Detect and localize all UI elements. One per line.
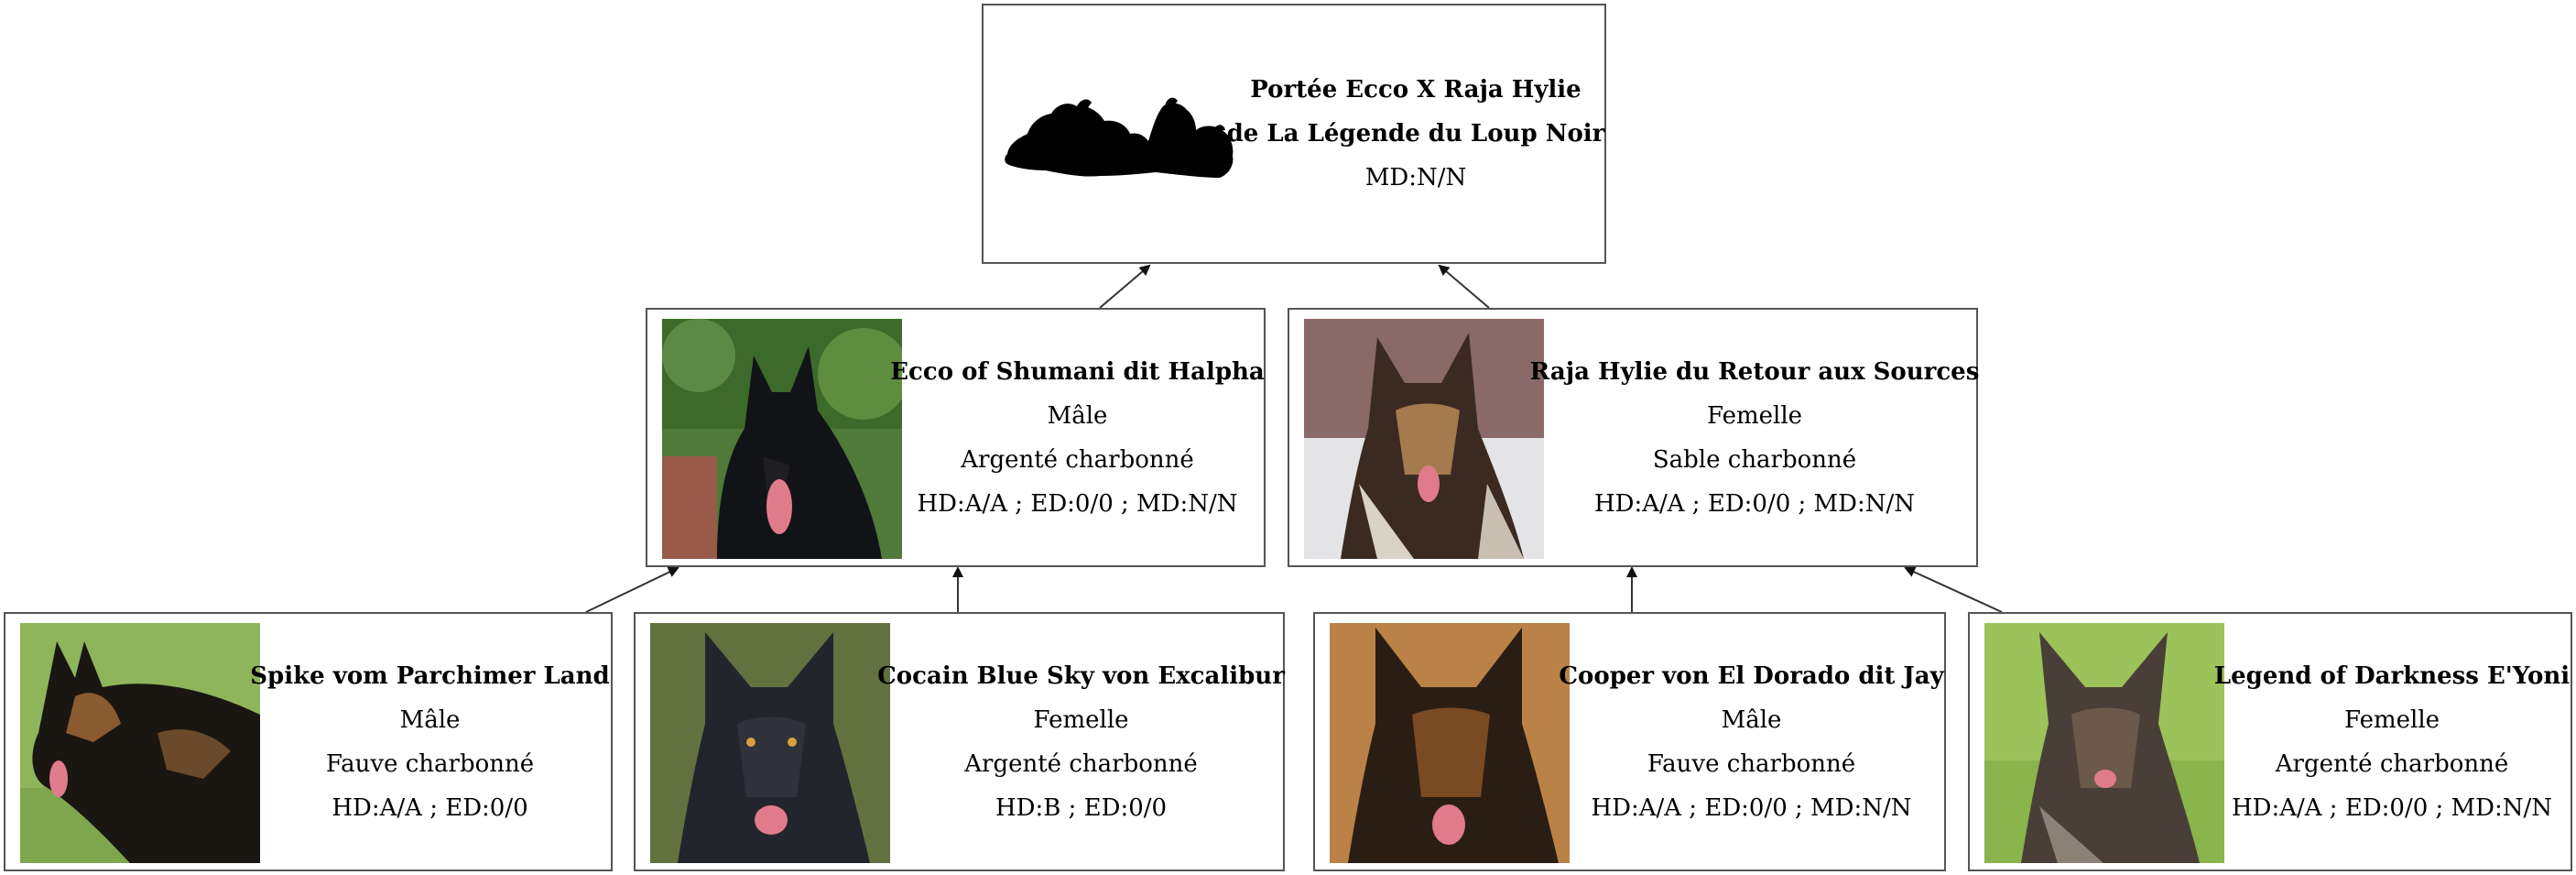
dog-sex: Mâle bbox=[1721, 705, 1782, 734]
dog-photo-ecco bbox=[662, 319, 902, 559]
dog-health: HD:A/A ; ED:0/0 ; MD:N/N bbox=[2231, 793, 2553, 822]
dog-color: Argenté charbonné bbox=[964, 749, 1198, 778]
dog-color: Fauve charbonné bbox=[1647, 749, 1856, 778]
parent-node-ecco bbox=[646, 308, 1266, 567]
dog-photo-legend bbox=[1984, 623, 2224, 863]
dog-sex: Femelle bbox=[1706, 401, 1803, 430]
dog-color: Argenté charbonné bbox=[2275, 749, 2509, 778]
dog-health: HD:A/A ; ED:0/0 bbox=[332, 793, 528, 822]
dog-photo-cooper bbox=[1330, 623, 1570, 863]
edge-ecco-to-litter bbox=[1100, 266, 1149, 308]
dog-sex: Femelle bbox=[1033, 705, 1129, 734]
grandparent-node-legend bbox=[1968, 612, 2572, 871]
grandparent-node-cooper bbox=[1313, 612, 1946, 871]
puppies-silhouette-icon bbox=[1000, 79, 1240, 189]
litter-silhouette-image bbox=[1000, 79, 1240, 189]
dog-health: HD:A/A ; ED:0/0 ; MD:N/N bbox=[917, 489, 1238, 518]
grandparent-node-spike bbox=[4, 612, 613, 871]
dog-name: Ecco of Shumani dit Halpha bbox=[890, 357, 1265, 386]
litter-title-line1: Portée Ecco X Raja Hylie bbox=[1250, 76, 1581, 104]
dog-name: Legend of Darkness E'Yoni bbox=[2213, 662, 2571, 690]
edge-legend-to-raja bbox=[1906, 568, 2002, 612]
dog-color: Sable charbonné bbox=[1652, 445, 1857, 474]
dog-name: Spike vom Parchimer Land bbox=[250, 662, 610, 690]
dog-sex: Mâle bbox=[399, 705, 461, 734]
dog-name: Raja Hylie du Retour aux Sources bbox=[1529, 357, 1980, 386]
dog-health: HD:A/A ; ED:0/0 ; MD:N/N bbox=[1593, 489, 1916, 518]
dog-health: HD:B ; ED:0/0 bbox=[995, 793, 1168, 822]
edge-spike-to-ecco bbox=[586, 568, 678, 612]
edge-raja-to-litter bbox=[1440, 266, 1489, 308]
dog-sex: Mâle bbox=[1047, 401, 1108, 430]
litter-node bbox=[982, 4, 1606, 264]
dog-photo-raja bbox=[1304, 319, 1544, 559]
litter-title-line2: de La Légende du Loup Noir bbox=[1226, 120, 1605, 148]
grandparent-node-cocain bbox=[634, 612, 1285, 871]
dog-color: Fauve charbonné bbox=[325, 749, 535, 778]
dog-name: Cooper von El Dorado dit Jay bbox=[1559, 662, 1944, 690]
dog-sex: Femelle bbox=[2343, 705, 2440, 734]
dog-health: HD:A/A ; ED:0/0 ; MD:N/N bbox=[1591, 793, 1912, 822]
dog-name: Cocain Blue Sky von Excalibur bbox=[877, 662, 1285, 690]
dog-color: Argenté charbonné bbox=[961, 445, 1194, 474]
litter-health: MD:N/N bbox=[1364, 164, 1467, 191]
parent-node-raja bbox=[1288, 308, 1978, 567]
dog-photo-spike bbox=[20, 623, 260, 863]
dog-photo-cocain bbox=[650, 623, 890, 863]
